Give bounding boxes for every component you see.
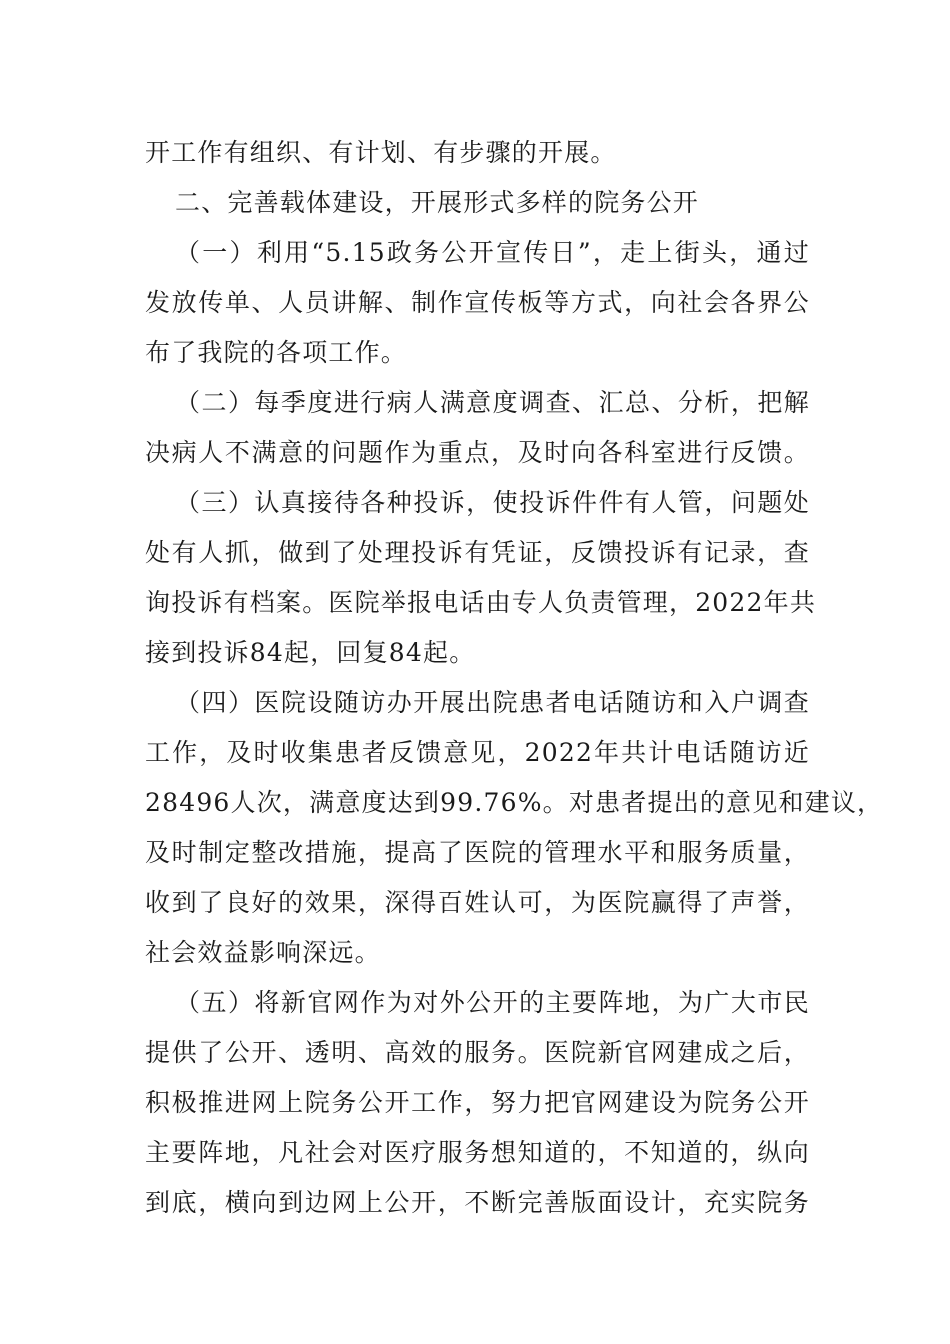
paragraph-line: （五）将新官网作为对外公开的主要阵地，为广大市民 xyxy=(175,988,810,1017)
paragraph-line: 积极推进网上院务公开工作，努力把官网建设为院务公开 xyxy=(145,1088,810,1117)
paragraph-line: 开工作有组织、有计划、有步骤的开展。 xyxy=(145,138,617,167)
paragraph-line: 决病人不满意的问题作为重点，及时向各科室进行反馈。 xyxy=(145,438,810,467)
body-text xyxy=(145,128,884,1228)
paragraph-line: 工作，及时收集患者反馈意见，2022年共计电话随访近 xyxy=(145,738,810,767)
paragraph-line: 社会效益影响深远。 xyxy=(145,938,381,967)
paragraph-line: 询投诉有档案。医院举报电话由专人负责管理，2022年共 xyxy=(145,588,817,617)
paragraph-line: 发放传单、人员讲解、制作宣传板等方式，向社会各界公 xyxy=(145,288,810,317)
paragraph-line: 到底，横向到边网上公开，不断完善版面设计，充实院务 xyxy=(145,1188,810,1217)
paragraph-line: 28496人次，满意度达到99.76%。对患者提出的意见和建议， xyxy=(145,788,884,817)
paragraph-line: 处有人抓，做到了处理投诉有凭证，反馈投诉有记录，查 xyxy=(145,538,810,567)
paragraph-line: 收到了良好的效果，深得百姓认可，为医院赢得了声誉， xyxy=(145,888,810,917)
paragraph-line: （三）认真接待各种投诉，使投诉件件有人管，问题处 xyxy=(175,488,810,517)
paragraph-line: （一）利用“5.15政务公开宣传日”，走上街头，通过 xyxy=(175,238,810,267)
section-heading: 二、完善载体建设，开展形式多样的院务公开 xyxy=(175,188,700,217)
paragraph-line: （二）每季度进行病人满意度调查、汇总、分析，把解 xyxy=(175,388,810,417)
paragraph-line: 接到投诉84起，回复84起。 xyxy=(145,638,476,667)
paragraph-line: （四）医院设随访办开展出院患者电话随访和入户调查 xyxy=(175,688,810,717)
paragraph-line: 主要阵地，凡社会对医疗服务想知道的，不知道的，纵向 xyxy=(145,1138,810,1167)
paragraph-line: 及时制定整改措施，提高了医院的管理水平和服务质量， xyxy=(145,838,810,867)
paragraph-line: 提供了公开、透明、高效的服务。医院新官网建成之后， xyxy=(145,1038,810,1067)
paragraph-line: 布了我院的各项工作。 xyxy=(145,338,408,367)
